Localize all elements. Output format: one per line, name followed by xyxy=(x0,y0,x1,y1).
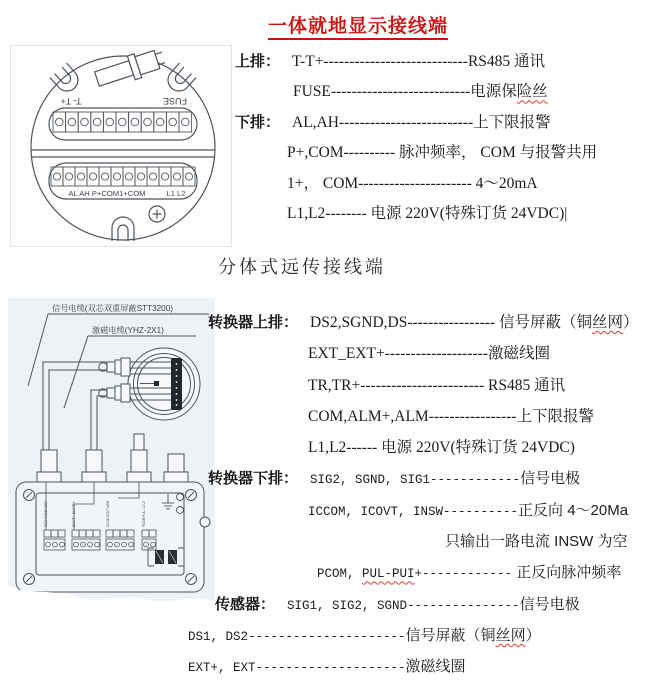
terminal-desc: 脉冲频率， COM 与报警共用 xyxy=(395,144,598,162)
board-terminal-labels: EXT- EXT+ xyxy=(72,510,76,527)
terminal-codes: T-T+---------------------------- xyxy=(292,53,468,70)
wiring-row xyxy=(235,47,647,77)
terminal-desc: 上下限报警 xyxy=(473,113,551,131)
terminal-codes: EXT_EXT+-------------------- xyxy=(308,345,488,363)
wiring-row xyxy=(235,138,647,168)
terminal-desc: 信号屏蔽（铜 xyxy=(405,626,496,644)
terminal-desc: 激磁线圈 xyxy=(487,345,550,363)
row-label: 上排： xyxy=(235,53,281,70)
wiring-row xyxy=(188,338,648,369)
lower-strip-label-left: AL AH P+COM1+COM xyxy=(68,189,146,198)
row-label: 下排： xyxy=(235,113,281,131)
integrated-wiring-list xyxy=(235,47,647,229)
board-terminal-labels: PCOM PUL- L1 L2 xyxy=(142,500,146,527)
terminal-desc: ） xyxy=(525,626,541,644)
upper-strip-label-left: T- T+ xyxy=(60,96,82,106)
terminal-codes: PCOM, xyxy=(317,567,363,582)
terminal-desc: 信号电极 xyxy=(520,470,581,488)
terminal-codes: +------------ xyxy=(414,567,513,582)
integrated-terminal-diagram xyxy=(10,45,232,247)
terminal-desc: ） xyxy=(623,314,639,331)
terminal-desc: RS485 通讯 xyxy=(467,53,546,70)
wiring-row xyxy=(188,526,648,557)
board-terminal-labels: ICCOM ICOVT INSW xyxy=(106,496,110,527)
row-label: 转换器上排： xyxy=(208,314,299,331)
terminal-codes: FUSE--------------------------- xyxy=(293,83,471,101)
terminal-codes: L1,L2-------- xyxy=(287,204,367,222)
upper-strip-label-right: FUSE xyxy=(162,96,188,106)
terminal-strip-upper xyxy=(49,108,197,140)
wiring-row xyxy=(188,651,648,682)
wiring-row xyxy=(235,108,647,138)
terminal-desc: 激磁线圈 xyxy=(405,658,466,676)
terminal-desc: RS485 通讯 xyxy=(484,376,566,394)
terminal-codes: TR,TR+------------------------ xyxy=(308,376,485,394)
terminal-codes: L1,L2------ xyxy=(308,439,378,457)
converter-drawing xyxy=(8,298,215,610)
spellcheck-squiggle-text: 丝网 xyxy=(495,626,526,644)
terminal-desc: 电源保 xyxy=(470,83,517,101)
terminal-codes: SIG2, SGND, SIG1------------ xyxy=(310,473,521,488)
wiring-row xyxy=(235,77,647,107)
wiring-row xyxy=(188,307,648,338)
wiring-row xyxy=(188,463,648,494)
terminal-desc: 电源 220V(特殊订货 24VDC) xyxy=(377,439,575,457)
terminal-codes: P+,COM---------- xyxy=(287,144,396,162)
terminal-codes: DS2,SGND,DS----------------- xyxy=(310,314,496,331)
terminal-codes: SIG1, SIG2, SGND--------------- xyxy=(287,598,520,613)
wiring-row xyxy=(188,370,648,401)
terminal-codes: EXT+, EXT-------------------- xyxy=(188,661,406,676)
terminal-desc: 正反向 4～20Ma xyxy=(518,501,629,519)
plate-circle xyxy=(31,56,215,240)
terminal-codes: AL,AH-------------------------- xyxy=(292,113,474,131)
spellcheck-squiggle-text: 丝网 xyxy=(591,314,623,331)
wiring-row xyxy=(188,557,648,588)
wiring-row xyxy=(188,401,648,432)
excitation-cable-label: 激磁电缆(YHZ-2X1) xyxy=(92,326,164,335)
terminal-desc: 4～20mA xyxy=(471,174,538,192)
terminal-desc: 电源 220V(特殊订货 24VDC) xyxy=(366,204,565,222)
wiring-row xyxy=(188,589,648,620)
row-label: 转换器下排： xyxy=(208,470,299,488)
wiring-row xyxy=(235,199,647,229)
row-label: 传感器： xyxy=(215,595,276,613)
wiring-row xyxy=(188,432,648,463)
page-title: 一体就地显示接线端 xyxy=(268,11,448,40)
section-title: 分体式远传接线端 xyxy=(218,257,386,277)
terminal-codes: 1+， COM---------------------- xyxy=(287,174,472,192)
signal-cable-label: 信号电缆(双芯双重屏蔽STT3200) xyxy=(52,304,174,313)
wiring-row xyxy=(188,495,648,526)
wiring-row xyxy=(188,620,648,651)
terminal-desc: 上下限报警 xyxy=(516,407,594,425)
board-terminal-labels: SIG2 SGND SIG1 xyxy=(44,501,48,527)
terminal-desc: 信号电极 xyxy=(519,595,580,613)
terminal-desc: 正反向脉冲频率 xyxy=(512,564,622,582)
remote-wiring-list xyxy=(188,307,648,683)
text-cursor: | xyxy=(564,204,568,222)
spellcheck-squiggle-text: 险丝 xyxy=(516,83,548,101)
terminal-desc: 信号屏蔽（铜 xyxy=(495,314,592,331)
round-plate-drawing xyxy=(11,46,231,246)
terminal-codes: COM,ALM+,ALM----------------- xyxy=(308,407,517,425)
terminal-codes: ICCOM, ICOVT, INSW---------- xyxy=(308,504,519,519)
note-text: 只输出一路电流 INSW 为空 xyxy=(445,533,628,551)
spellcheck-squiggle-text: PUL-PUI xyxy=(362,567,415,582)
lower-strip-label-right: L1 L2 xyxy=(166,189,186,198)
wiring-row xyxy=(235,169,647,199)
remote-converter-diagram xyxy=(8,298,215,610)
terminal-codes: DS1, DS2--------------------- xyxy=(188,629,406,644)
